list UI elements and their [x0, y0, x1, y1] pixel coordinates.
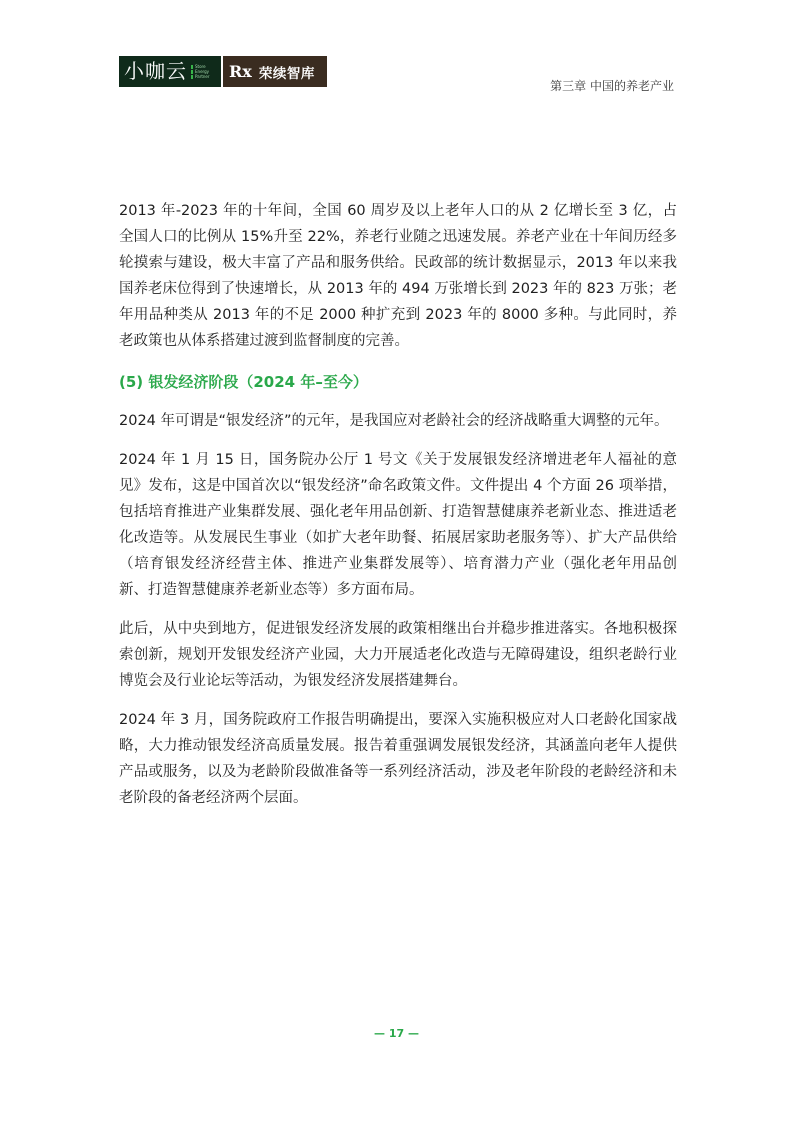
- rongxu-think-tank-logo: [223, 56, 327, 87]
- xiaokayun-logo-text: 小咖云: [124, 59, 187, 83]
- rongxu-brand-text: 荣续智库: [258, 65, 315, 82]
- xiaokayun-logo: [119, 56, 221, 87]
- body-paragraph: 2024 年可谓是“银发经济”的元年，是我国应对老龄社会的经济战略重大调整的元年。: [119, 413, 669, 429]
- logo-bars-icon: [191, 65, 193, 79]
- chapter-title: 第三章 中国的养老产业: [550, 79, 674, 93]
- logo-sub-text: Store Energy Partner: [195, 64, 210, 79]
- header-logos: [119, 56, 327, 87]
- body-paragraph: 此后，从中央到地方，促进银发经济发展的政策相继出台并稳步推进落实。各地积极探索创新，规划开发银发经济产业园，大力开展适老化改造与无障碍建设，组织老龄行业博览会及行业论坛等活动，为银发经济发展搭建舞台。: [119, 621, 677, 689]
- body-paragraph: 2024 年 3 月，国务院政府工作报告明确提出，要深入实施积极应对人口老龄化国家战略，大力推动银发经济高质量发展。报告着重强调发展银发经济，其涵盖向老年人提供产品或服务，以及为老龄阶段做准备等一系列经济活动，涉及老年阶段的老龄经济和未老阶段的备老经济两个层面。: [119, 712, 677, 806]
- main-content: [119, 198, 677, 811]
- body-paragraph: 2013 年-2023 年的十年间，全国 60 周岁及以上老年人口的从 2 亿增长至 3 亿，占全国人口的比例从 15%升至 22%，养老行业随之迅速发展。养老产业在十年间历经多轮摸索与建设，极大丰富了产品和服务供给。民政部的统计数据显示，2013 年以来我国养老床位得到了快速增长，从 2013 年的 494 万张增长到 2023 年的 823 万张；老年用品种类从 2013 年的不足 2000 种扩充到 2023 年的 8000 多种。与此同时，养老政策也从体系搭建过渡到监督制度的完善。: [119, 203, 677, 349]
- rx-mark-icon: Rx: [229, 62, 252, 81]
- section-heading: (5) 银发经济阶段（2024 年–至今）: [119, 373, 368, 391]
- body-paragraph: 2024 年 1 月 15 日，国务院办公厅 1 号文《关于发展银发经济增进老年人福祉的意见》发布，这是中国首次以“银发经济”命名政策文件。文件提出 4 个方面 26 项举措，包括培育推进产业集群发展、强化老年用品创新、打造智慧健康养老新业态、推进适老化改造等。从发展民生事业（如扩大老年助餐、拓展居家助老服务等）、扩大产品供给（培育银发经济经营主体、推进产业集群发展等）、培育潜力产业（强化老年用品创新、打造智慧健康养老新业态等）多方面布局。: [119, 452, 677, 598]
- page-number: — 17 —: [374, 1027, 419, 1040]
